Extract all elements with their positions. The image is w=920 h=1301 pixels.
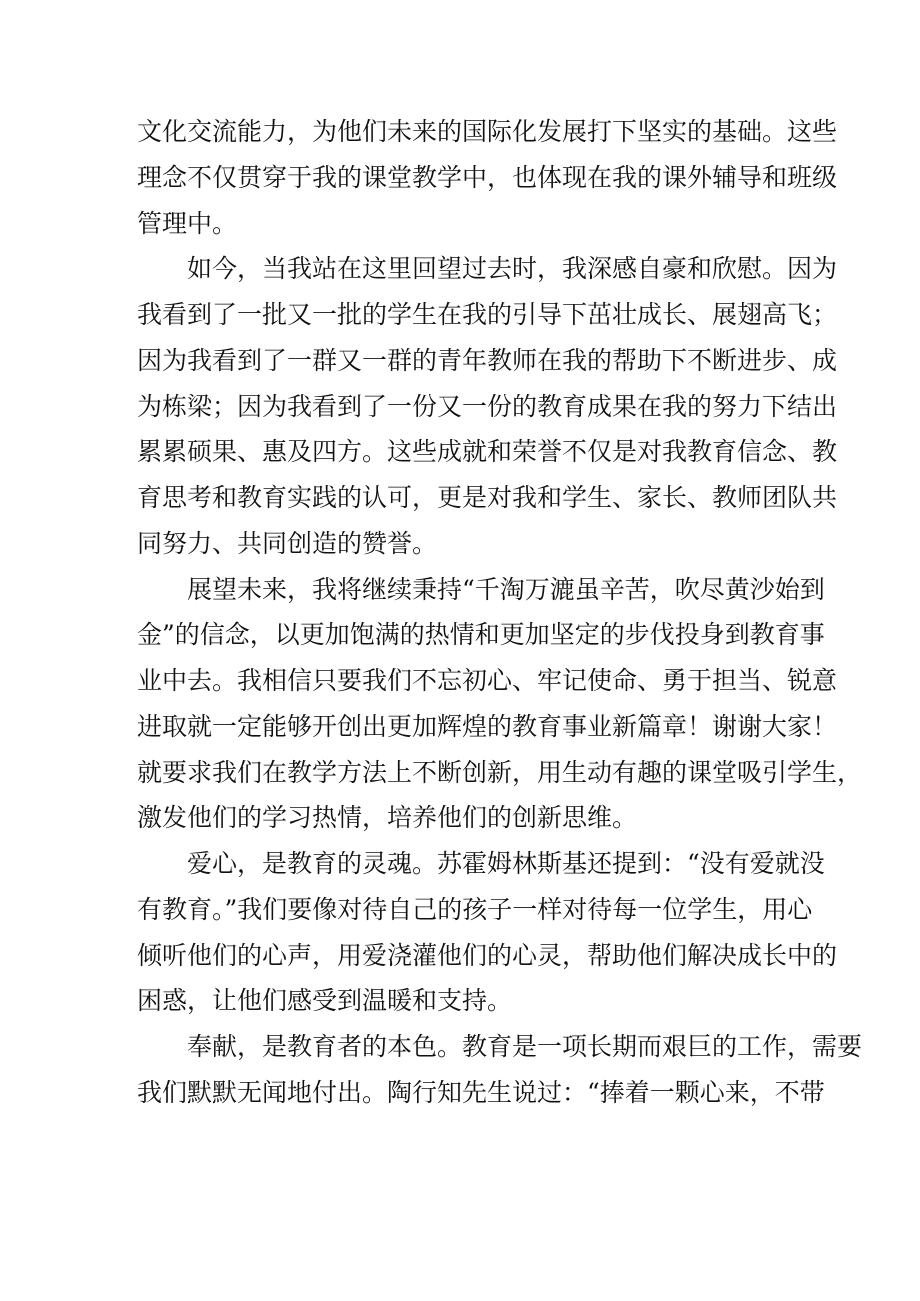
text-line: 文化交流能力，为他们未来的国际化发展打下坚实的基础。这些	[137, 117, 838, 146]
text-line: 奉献，是教育者的本色。教育是一项长期而艰巨的工作，需要	[187, 1032, 863, 1061]
text-line: 金”的信念，以更加饱满的热情和更加坚定的步伐投身到教育事	[137, 620, 825, 650]
text-line: 倾听他们的心声，用爱浇灌他们的心灵，帮助他们解决成长中的	[137, 940, 838, 970]
text-line: 累累硕果、惠及四方。这些成就和荣誉不仅是对我教育信念、教	[137, 437, 838, 467]
text-line: 有教育。”我们要像对待自己的孩子一样对待每一位学生，用心	[137, 894, 813, 924]
text-line: 就要求我们在教学方法上不断创新，用生动有趣的课堂吸引学生，	[137, 757, 863, 787]
text-line: 同努力、共同创造的赞誉。	[137, 528, 438, 558]
text-line: 理念不仅贯穿于我的课堂教学中，也体现在我的课外辅导和班级	[137, 162, 838, 192]
text-line: 管理中。	[137, 208, 238, 238]
text-line: 业中去。我相信只要我们不忘初心、牢记使命、勇于担当、锐意	[137, 666, 838, 695]
text-line: 困惑，让他们感受到温暖和支持。	[137, 986, 513, 1016]
text-line: 为栋梁；因为我看到了一份又一份的教育成果在我的努力下结出	[137, 391, 838, 421]
body-text	[137, 109, 863, 1116]
text-line: 我看到了一批又一批的学生在我的引导下茁壮成长、展翅高飞；	[137, 300, 838, 329]
text-line: 进取就一定能够开创出更加辉煌的教育事业新篇章！谢谢大家！	[137, 711, 838, 741]
text-line: 如今，当我站在这里回望过去时，我深感自豪和欣慰。因为	[187, 254, 838, 284]
text-line: 激发他们的学习热情，培养他们的创新思维。	[137, 803, 638, 833]
text-line: 我们默默无闻地付出。陶行知先生说过：“捧着一颗心来，不带	[137, 1077, 825, 1107]
text-line: 展望未来，我将继续秉持“千淘万漉虽辛苦，吹尽黄沙始到	[187, 574, 825, 604]
text-line: 因为我看到了一群又一群的青年教师在我的帮助下不断进步、成	[137, 345, 838, 375]
text-line: 爱心，是教育的灵魂。苏霍姆林斯基还提到：“没有爱就没	[187, 849, 825, 878]
text-line: 育思考和教育实践的认可，更是对我和学生、家长、教师团队共	[137, 483, 838, 512]
